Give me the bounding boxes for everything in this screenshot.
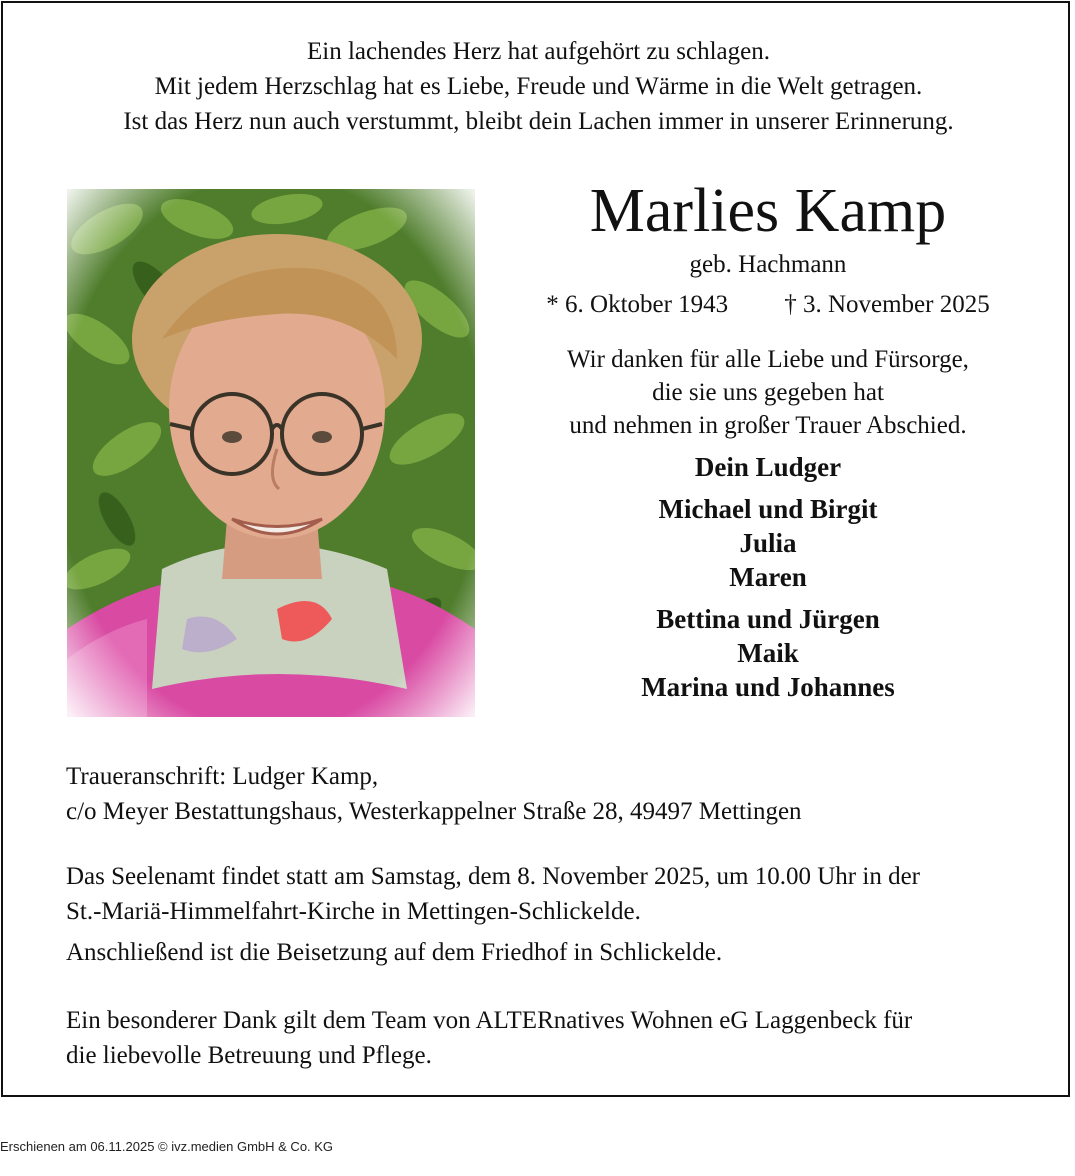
death-date: † 3. November 2025 [784,291,990,318]
verse-line: Mit jedem Herzschlag hat es Liebe, Freude und Wärme in die Welt getragen. [154,73,923,100]
maiden-name: geb. Hachmann [689,251,847,278]
family-member: Julia [739,528,797,558]
special-thanks [66,1003,1046,1073]
family-member: Dein Ludger [694,452,842,482]
family-member: Maik [737,638,799,668]
service-line: Das Seelenamt findet statt am Samstag, dem 8. November 2025, um 10.00 Uhr in der [66,863,920,890]
funeral-service-info [66,859,1046,929]
address-line: c/o Meyer Bestattungshaus, Westerkappelner Straße 28, 49497 Mettingen [66,798,802,825]
thanks-line: und nehmen in großer Trauer Abschied. [569,412,967,439]
thanks-text [503,343,1033,442]
deceased-info [503,175,1033,704]
obituary-notice [1,1,1070,1097]
thanks-line: Wir danken für alle Liebe und Fürsorge, [567,346,969,373]
family-group [503,450,1033,484]
family-group [503,492,1033,594]
deceased-name: Marlies Kamp [589,177,947,245]
family-member: Bettina und Jürgen [656,604,880,634]
family-group [503,602,1033,704]
burial-info: Anschließend ist die Beisetzung auf dem Friedhof in Schlickelde. [66,939,723,966]
address-line: Traueranschrift: Ludger Kamp, [66,763,379,790]
portrait-photo [67,189,475,717]
life-dates [503,289,1033,321]
thanks-line: die sie uns gegeben hat [652,379,884,406]
mourning-address [66,759,1046,829]
family-member: Michael und Birgit [658,494,878,524]
opening-verse [3,34,1074,139]
verse-line: Ein lachendes Herz hat aufgehört zu schlagen. [307,38,770,65]
special-thanks-line: die liebevolle Betreuung und Pflege. [66,1042,432,1069]
birth-date: * 6. Oktober 1943 [546,291,729,318]
family-member: Marina und Johannes [641,672,895,702]
family-member: Maren [729,562,807,592]
verse-line: Ist das Herz nun auch verstummt, bleibt dein Lachen immer in unserer Erinnerung. [123,108,954,135]
service-line: St.-Mariä-Himmelfahrt-Kirche in Mettingen-Schlickelde. [66,898,641,925]
publication-footer: Erschienen am 06.11.2025 © ivz.medien GmbH & Co. KG [0,1139,334,1154]
special-thanks-line: Ein besonderer Dank gilt dem Team von ALTERnatives Wohnen eG Laggenbeck für [66,1007,913,1034]
portrait-illustration [67,189,475,717]
